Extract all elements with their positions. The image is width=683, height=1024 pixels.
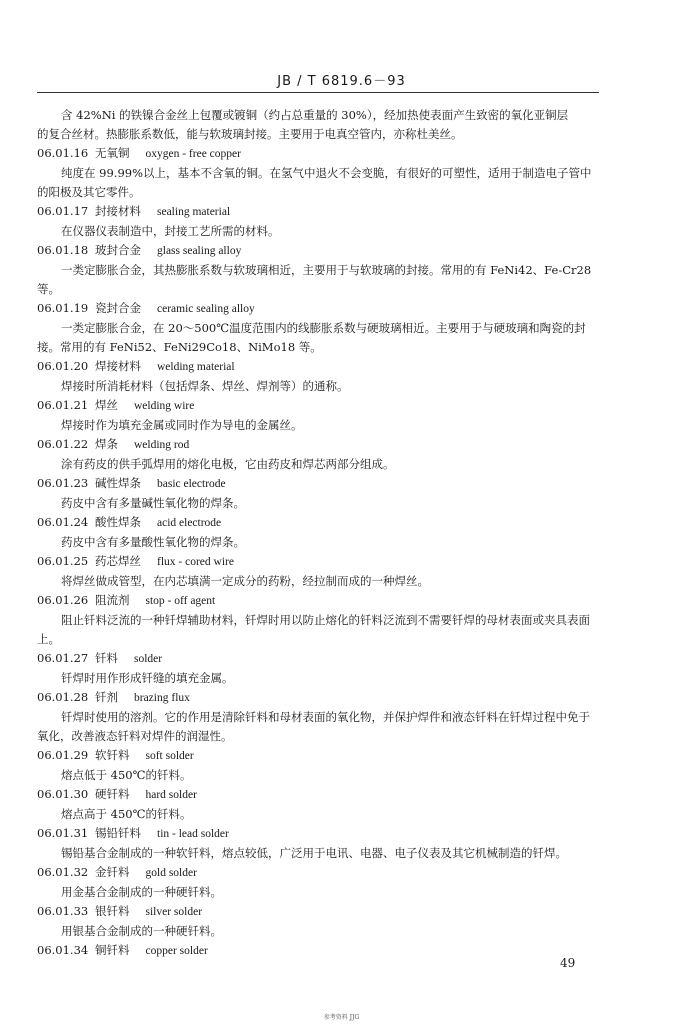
term-code: 06.01.17 — [37, 204, 89, 218]
term-entry-heading — [37, 552, 599, 572]
term-english: brazing flux — [134, 692, 190, 704]
term-definition-text: 钎焊时用作形成钎缝的填充金属。 — [61, 671, 234, 685]
term-code: 06.01.31 — [37, 826, 89, 840]
term-entry-heading — [37, 688, 599, 708]
term-definition — [37, 416, 599, 435]
term-definition — [37, 533, 599, 552]
term-chinese: 玻封合金 — [95, 243, 141, 257]
term-code: 06.01.21 — [37, 398, 89, 412]
term-entry-heading — [37, 396, 599, 416]
term-entry-heading — [37, 941, 599, 961]
term-definition — [37, 611, 599, 649]
term-chinese: 硬钎料 — [95, 787, 130, 801]
term-definition — [37, 883, 599, 902]
term-code: 06.01.27 — [37, 651, 89, 665]
term-definition-text: 熔点低于 450℃的钎料。 — [61, 768, 192, 782]
term-entries — [37, 144, 599, 961]
term-definition — [37, 805, 599, 824]
term-code: 06.01.28 — [37, 690, 89, 704]
term-entry-heading — [37, 357, 599, 377]
term-code: 06.01.22 — [37, 437, 89, 451]
standard-number-header: JB / T 6819.6－93 — [277, 74, 406, 89]
term-chinese: 焊接材料 — [95, 359, 141, 373]
term-code: 06.01.34 — [37, 943, 89, 957]
term-english: sealing material — [157, 206, 231, 218]
term-definition-text: 药皮中含有多量酸性氧化物的焊条。 — [61, 535, 245, 549]
term-definition-text: 钎焊时使用的溶剂。它的作用是清除钎料和母材表面的氧化物，并保护焊件和液态钎料在钎焊过程中免于氧化，改善液态钎料对焊件的润湿性。 — [37, 710, 590, 743]
term-chinese: 阻流剂 — [95, 593, 130, 607]
term-code: 06.01.23 — [37, 476, 89, 490]
term-definition-text: 焊接时所消耗材料（包括焊条、焊丝、焊剂等）的通称。 — [61, 379, 349, 393]
term-english: acid electrode — [157, 517, 222, 529]
term-code: 06.01.33 — [37, 904, 89, 918]
term-definition — [37, 319, 599, 357]
term-definition-text: 锡铅基合金制成的一种软钎料，熔点较低，广泛用于电讯、电器、电子仪表及其它机械制造的钎焊。 — [61, 846, 567, 860]
term-code: 06.01.25 — [37, 554, 89, 568]
term-code: 06.01.19 — [37, 301, 89, 315]
term-chinese: 瓷封合金 — [95, 301, 141, 315]
term-chinese: 焊丝 — [95, 398, 118, 412]
term-definition-text: 将焊丝做成管型，在内芯填满一定成分的药粉，经拉制而成的一种焊丝。 — [61, 574, 429, 588]
page-number: 49 — [560, 956, 576, 970]
term-chinese: 银钎料 — [95, 904, 130, 918]
term-entry-heading — [37, 824, 599, 844]
term-entry-heading — [37, 299, 599, 319]
term-entry-heading — [37, 902, 599, 922]
term-entry-heading — [37, 435, 599, 455]
term-chinese: 钎剂 — [95, 690, 118, 704]
term-chinese: 药芯焊丝 — [95, 554, 141, 568]
term-definition-text: 在仪器仪表制造中，封接工艺所需的材料。 — [61, 224, 280, 238]
term-english: flux - cored wire — [157, 556, 234, 568]
term-definition — [37, 164, 599, 202]
term-english: gold solder — [145, 867, 197, 879]
term-definition-text: 涂有药皮的供手弧焊用的熔化电极，它由药皮和焊芯两部分组成。 — [61, 457, 395, 471]
term-code: 06.01.16 — [37, 146, 89, 160]
term-english: solder — [134, 653, 163, 665]
term-english: tin - lead solder — [157, 828, 229, 840]
term-definition-text: 用金基合金制成的一种硬钎料。 — [61, 885, 222, 899]
term-code: 06.01.18 — [37, 243, 89, 257]
term-definition — [37, 455, 599, 474]
term-english: soft solder — [145, 750, 194, 762]
term-entry-heading — [37, 202, 599, 222]
term-english: basic electrode — [157, 478, 226, 490]
term-entry-heading — [37, 649, 599, 669]
term-definition — [37, 708, 599, 746]
intro-line: 的复合丝材。热膨胀系数低，能与软玻璃封接。主要用于电真空管内，亦称杜美丝。 — [37, 127, 463, 141]
intro-line: 含 42%Ni 的铁镍合金丝上包覆或镀铜（约占总重量的 30%），经加热使表面产生致密的氧化亚铜层 — [61, 108, 569, 122]
term-entry-heading — [37, 746, 599, 766]
term-english: silver solder — [145, 906, 203, 918]
term-chinese: 钎料 — [95, 651, 118, 665]
term-definition-text: 药皮中含有多量碱性氧化物的焊条。 — [61, 496, 245, 510]
term-chinese: 无氧铜 — [95, 146, 130, 160]
term-entry-heading — [37, 144, 599, 164]
term-english: oxygen - free copper — [145, 148, 241, 160]
term-chinese: 金钎料 — [95, 865, 130, 879]
term-definition-text: 一类定膨胀合金，在 20～500℃温度范围内的线膨胀系数与硬玻璃相近。主要用于与硬玻璃和陶瓷的封接。常用的有 FeNi52、FeNi29Co18、NiMo18 等。 — [37, 321, 586, 354]
term-english: welding wire — [134, 400, 195, 412]
term-definition — [37, 922, 599, 941]
term-code: 06.01.30 — [37, 787, 89, 801]
term-definition — [37, 377, 599, 396]
term-code: 06.01.26 — [37, 593, 89, 607]
term-definition — [37, 844, 599, 863]
term-definition-text: 纯度在 99.99%以上，基本不含氧的铜。在氢气中退火不会变脆，有很好的可塑性，适用于制造电子管中的阳极及其它零件。 — [37, 166, 592, 199]
term-entry-heading — [37, 513, 599, 533]
term-entry-heading — [37, 785, 599, 805]
term-definition — [37, 572, 599, 591]
term-definition — [37, 766, 599, 785]
term-code: 06.01.20 — [37, 359, 89, 373]
term-definition-text: 用银基合金制成的一种硬钎料。 — [61, 924, 222, 938]
term-chinese: 软钎料 — [95, 748, 130, 762]
term-entry-heading — [37, 474, 599, 494]
term-definition-text: 阻止钎料泛流的一种钎焊辅助材料，钎焊时用以防止熔化的钎料泛流到不需要钎焊的母材表面或夹具表面上。 — [37, 613, 590, 646]
term-entry-heading — [37, 241, 599, 261]
term-code: 06.01.29 — [37, 748, 89, 762]
page-footer: 参考资料 JJG — [323, 1014, 360, 1021]
term-english: copper solder — [145, 945, 208, 957]
header-rule — [37, 92, 599, 93]
term-entry-heading — [37, 863, 599, 883]
term-definition-text: 熔点高于 450℃的钎料。 — [61, 807, 192, 821]
term-chinese: 焊条 — [95, 437, 118, 451]
term-english: welding material — [157, 361, 235, 373]
content-body — [37, 106, 599, 961]
term-english: glass sealing alloy — [157, 245, 242, 257]
term-english: ceramic sealing alloy — [157, 303, 255, 315]
term-chinese: 锡铅钎料 — [95, 826, 141, 840]
term-english: welding rod — [134, 439, 190, 451]
term-english: hard solder — [145, 789, 197, 801]
term-chinese: 碱性焊条 — [95, 476, 141, 490]
term-code: 06.01.24 — [37, 515, 89, 529]
term-chinese: 封接材料 — [95, 204, 141, 218]
term-definition-text: 一类定膨胀合金，其热膨胀系数与软玻璃相近，主要用于与软玻璃的封接。常用的有 FeNi42、Fe-Cr28 等。 — [37, 263, 592, 296]
term-english: stop - off agent — [145, 595, 216, 607]
term-definition-text: 焊接时作为填充金属或同时作为导电的金属丝。 — [61, 418, 303, 432]
term-chinese: 铜钎料 — [95, 943, 130, 957]
term-definition — [37, 261, 599, 299]
term-chinese: 酸性焊条 — [95, 515, 141, 529]
term-definition — [37, 669, 599, 688]
term-entry-heading — [37, 591, 599, 611]
term-definition — [37, 222, 599, 241]
term-code: 06.01.32 — [37, 865, 89, 879]
term-definition — [37, 494, 599, 513]
